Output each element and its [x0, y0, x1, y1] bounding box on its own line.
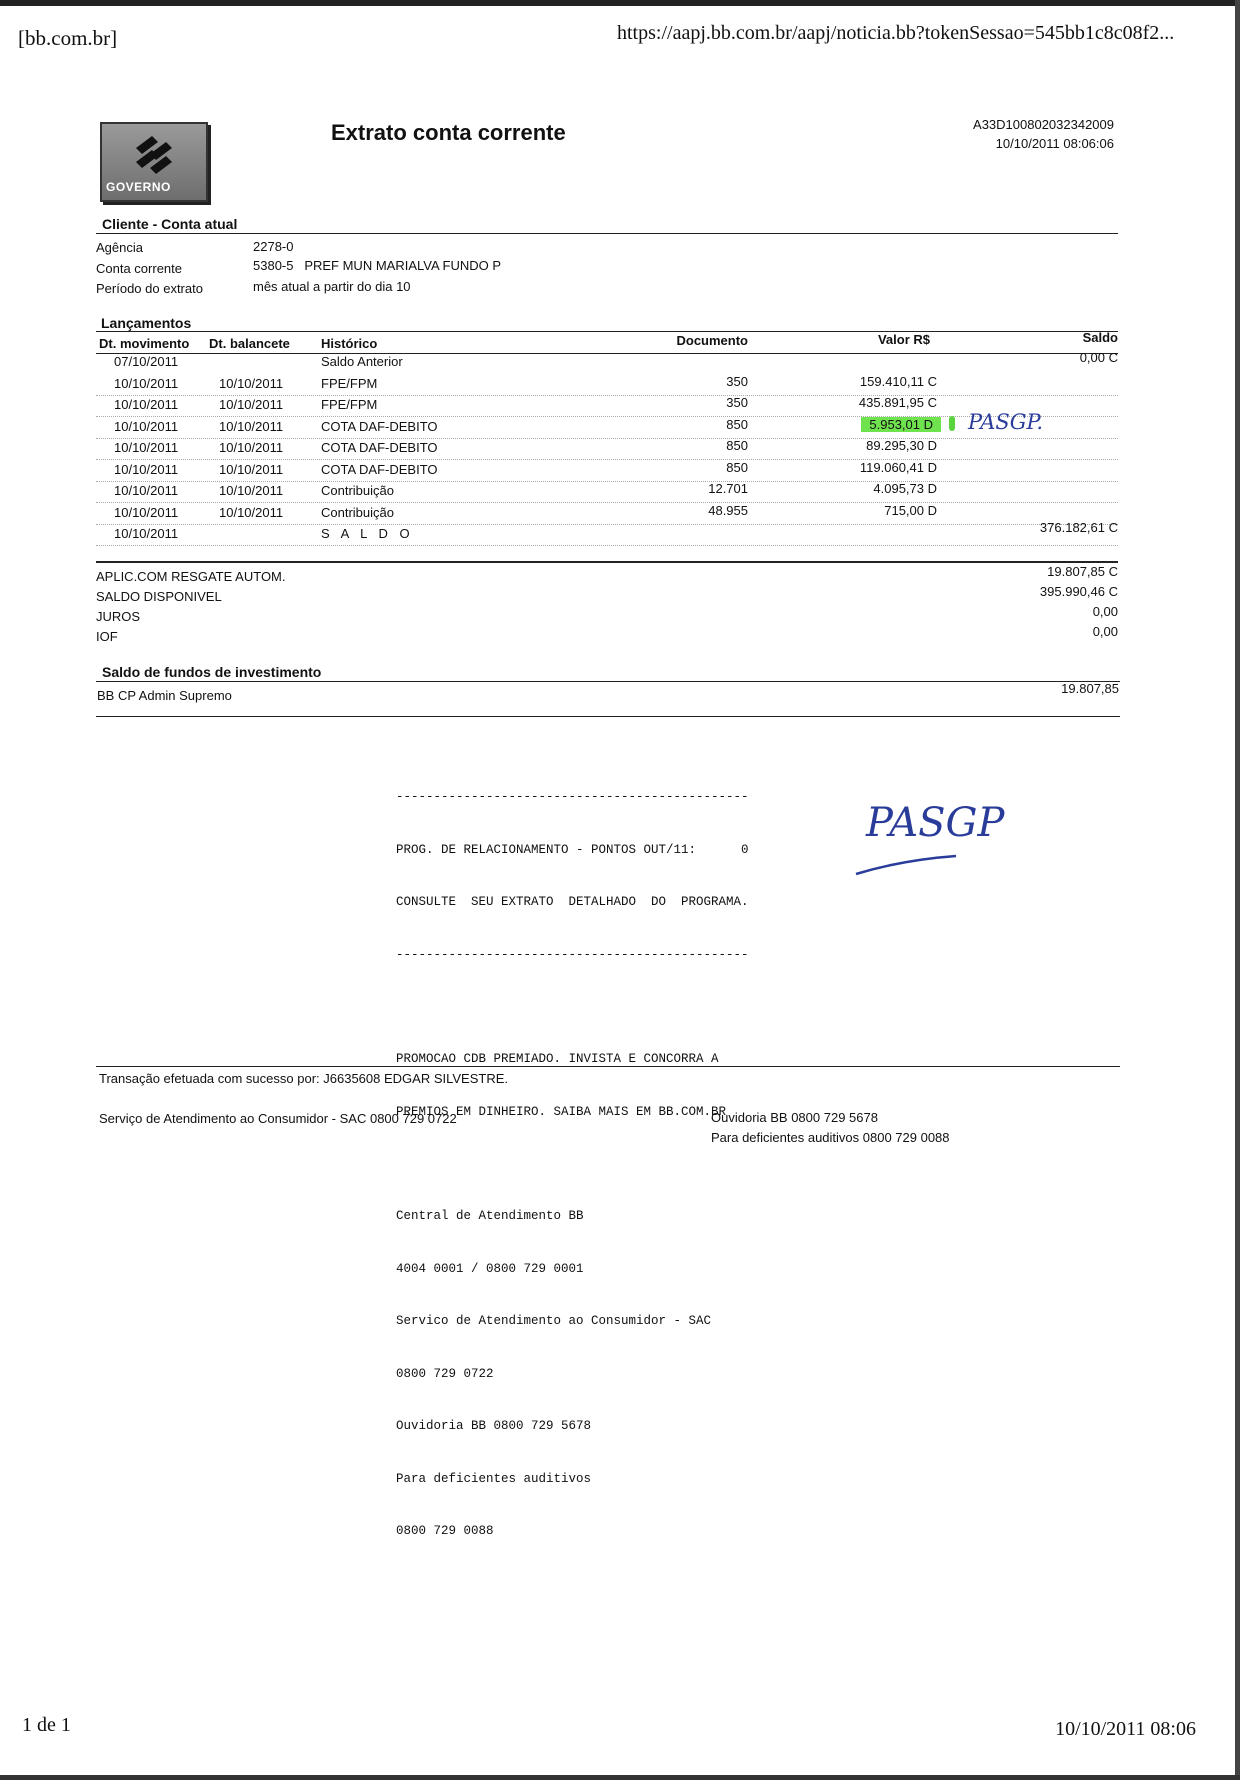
row-separator: [96, 395, 1118, 396]
summary-value-saldo-disponivel: 395.990,46 C: [1039, 584, 1118, 599]
cell-documento: 48.955: [708, 502, 748, 518]
cell-valor: 119.060,41 D: [859, 459, 937, 475]
footer-ouvidoria: Ouvidoria BB 0800 729 5678: [711, 1110, 878, 1125]
row-separator: [96, 502, 1118, 503]
row-separator: [96, 459, 1118, 460]
cell-valor: 159.410,11 C: [859, 373, 937, 389]
column-header-saldo: Saldo: [1082, 330, 1118, 345]
cell-valor: 435.891,95 C: [858, 395, 937, 410]
page-counter: 1 de 1: [22, 1714, 71, 1736]
cell-historico: Contribuição: [321, 483, 394, 498]
field-label-periodo: Período do extrato: [96, 281, 203, 296]
cell-historico: COTA DAF-DEBITO: [321, 461, 438, 477]
message-promo-line1: PROMOCAO CDB PREMIADO. INVISTA E CONCORRA A: [396, 1052, 719, 1066]
column-header-documento: Documento: [676, 333, 748, 348]
scan-edge-bottom: [0, 1775, 1240, 1780]
print-timestamp: 10/10/2011 08:06: [1055, 1718, 1196, 1740]
message-contact-7: 0800 729 0088: [396, 1524, 494, 1538]
messages-block: [396, 754, 749, 1558]
section-title-lancamentos: Lançamentos: [101, 315, 192, 331]
column-header-valor: Valor R$: [877, 332, 930, 347]
divider: [96, 233, 1118, 234]
cell-dt-movimento: 10/10/2011: [114, 440, 179, 455]
message-prog-line1: PROG. DE RELACIONAMENTO - PONTOS OUT/11: 0: [396, 842, 749, 857]
footer-deficientes: Para deficientes auditivos 0800 729 0088: [711, 1130, 950, 1145]
message-contact-4: 0800 729 0722: [396, 1366, 494, 1381]
document-datetime: 10/10/2011 08:06:06: [995, 136, 1114, 151]
table-row: [96, 397, 1118, 418]
field-label-agencia: Agência: [96, 240, 143, 255]
cell-dt-movimento: 07/10/2011: [114, 354, 179, 369]
document-id-block: [973, 115, 1114, 153]
divider: [96, 331, 1118, 332]
row-separator: [96, 416, 1118, 417]
cell-saldo: 376.182,61 C: [1039, 520, 1118, 535]
row-separator: [96, 524, 1118, 525]
table-row: [96, 502, 1118, 526]
handwritten-note: PASGP.: [968, 410, 1044, 434]
cell-documento: 850: [726, 438, 748, 453]
cell-dt-balancete: 10/10/2011: [219, 504, 284, 520]
message-dashes: -----------------------------------------------: [396, 947, 749, 962]
cell-dt-movimento: 10/10/2011: [114, 483, 179, 498]
browser-site-label: [bb.com.br]: [18, 26, 118, 50]
cell-dt-balancete: 10/10/2011: [219, 397, 284, 412]
divider: [96, 1066, 1120, 1067]
cell-saldo: 0,00 C: [1079, 350, 1118, 365]
logo-text: GOVERNO: [106, 180, 171, 194]
summary-value-iof: 0,00: [1092, 624, 1118, 639]
summary-value-juros: 0,00: [1092, 604, 1118, 619]
handwritten-annotation: PASGP: [866, 800, 1005, 846]
document-id: A33D100802032342009: [973, 117, 1114, 132]
footer-transacao: Transação efetuada com sucesso por: J6635608 EDGAR SILVESTRE.: [99, 1071, 508, 1086]
summary-label-aplic: APLIC.COM RESGATE AUTOM.: [96, 569, 286, 584]
table-row: [96, 373, 1118, 397]
message-contact-3: Servico de Atendimento ao Consumidor - SAC: [396, 1314, 712, 1328]
browser-url: https://aapj.bb.com.br/aapj/noticia.bb?tokenSessao=545bb1c8c08f2...: [617, 22, 1175, 44]
summary-value-aplic: 19.807,85 C: [1047, 564, 1118, 579]
table-row: [96, 440, 1118, 461]
table-row-saldo: [96, 520, 1118, 547]
cell-dt-balancete: 10/10/2011: [219, 483, 284, 498]
summary-label-saldo-disponivel: SALDO DISPONIVEL: [96, 589, 222, 604]
cell-documento: 850: [726, 416, 748, 432]
cell-valor: 715,00 D: [884, 502, 937, 518]
cell-dt-balancete: 10/10/2011: [219, 418, 284, 434]
cell-documento: 350: [726, 373, 748, 389]
summary-values: [1040, 562, 1118, 642]
summary-label-iof: IOF: [96, 629, 118, 644]
cell-documento: 12.701: [708, 481, 748, 496]
cell-dt-movimento: 10/10/2011: [114, 375, 179, 391]
cell-historico: Contribuição: [321, 504, 394, 520]
table-row: [96, 350, 1118, 375]
cell-dt-balancete: 10/10/2011: [219, 461, 284, 477]
message-contact-6: Para deficientes auditivos: [396, 1471, 592, 1486]
field-value-agencia: 2278-0: [253, 239, 294, 254]
cell-dt-movimento: 10/10/2011: [114, 397, 179, 412]
cell-dt-movimento: 10/10/2011: [114, 461, 179, 477]
cell-valor: 5.953,01 D: [861, 417, 941, 432]
message-prog-line2: CONSULTE SEU EXTRATO DETALHADO DO PROGRAMA.: [396, 895, 749, 909]
bank-logo: [100, 122, 208, 202]
cell-historico: FPE/FPM: [321, 397, 378, 412]
table-row: [96, 416, 1118, 440]
divider: [96, 561, 1118, 563]
cell-historico: COTA DAF-DEBITO: [321, 440, 438, 455]
handwritten-underline: [852, 848, 962, 878]
field-label-conta: Conta corrente: [96, 261, 182, 276]
column-header-dt-balancete: Dt. balancete: [209, 336, 290, 351]
cell-valor: 4.095,73 D: [873, 481, 937, 496]
table-row: [96, 483, 1118, 504]
cell-valor: 89.295,30 D: [866, 438, 937, 453]
message-contact-1: Central de Atendimento BB: [396, 1209, 584, 1223]
message-dashes: -----------------------------------------------: [396, 790, 749, 804]
column-header-historico: Histórico: [321, 336, 378, 351]
page-title: Extrato conta corrente: [331, 120, 566, 145]
cell-documento: 850: [726, 459, 748, 475]
column-header-dt-movimento: Dt. movimento: [99, 336, 190, 351]
cell-historico: S A L D O: [321, 526, 414, 541]
section-title-fundos: Saldo de fundos de investimento: [102, 664, 322, 680]
field-value-periodo: mês atual a partir do dia 10: [253, 279, 411, 294]
highlighter-mark: [949, 416, 955, 431]
message-promo-line2: PREMIOS EM DINHEIRO. SAIBA MAIS EM BB.COM.BR: [396, 1104, 727, 1119]
field-value-conta: 5380-5 PREF MUN MARIALVA FUNDO P: [253, 258, 502, 273]
cell-dt-balancete: 10/10/2011: [219, 440, 284, 455]
fund-name: BB CP Admin Supremo: [97, 688, 232, 703]
divider: [96, 681, 1120, 682]
section-title-cliente: Cliente - Conta atual: [102, 216, 238, 232]
summary-label-juros: JUROS: [96, 609, 141, 624]
message-contact-2: 4004 0001 / 0800 729 0001: [396, 1261, 584, 1276]
cell-historico: COTA DAF-DEBITO: [321, 418, 438, 434]
row-separator: [96, 481, 1118, 482]
cell-dt-balancete: 10/10/2011: [219, 375, 284, 391]
cell-historico: Saldo Anterior: [321, 354, 403, 369]
spacer: [396, 1156, 749, 1173]
bb-logo-icon: [132, 132, 176, 176]
table-row: [96, 459, 1118, 483]
spacer: [396, 999, 749, 1016]
summary-labels: [96, 567, 286, 647]
row-separator: [96, 438, 1118, 439]
cell-documento: 350: [726, 395, 748, 410]
message-contact-5: Ouvidoria BB 0800 729 5678: [396, 1419, 592, 1433]
fund-value: 19.807,85: [1061, 681, 1119, 696]
cell-dt-movimento: 10/10/2011: [114, 418, 179, 434]
divider: [96, 716, 1120, 717]
cell-dt-movimento: 10/10/2011: [114, 504, 179, 520]
cell-dt-movimento: 10/10/2011: [114, 526, 179, 541]
scan-edge-top: [0, 0, 1240, 6]
scan-edge-right: [1235, 0, 1240, 1780]
row-separator: [96, 545, 1118, 546]
cell-historico: FPE/FPM: [321, 375, 378, 391]
footer-sac: Serviço de Atendimento ao Consumidor - SAC 0800 729 0722: [99, 1111, 457, 1126]
